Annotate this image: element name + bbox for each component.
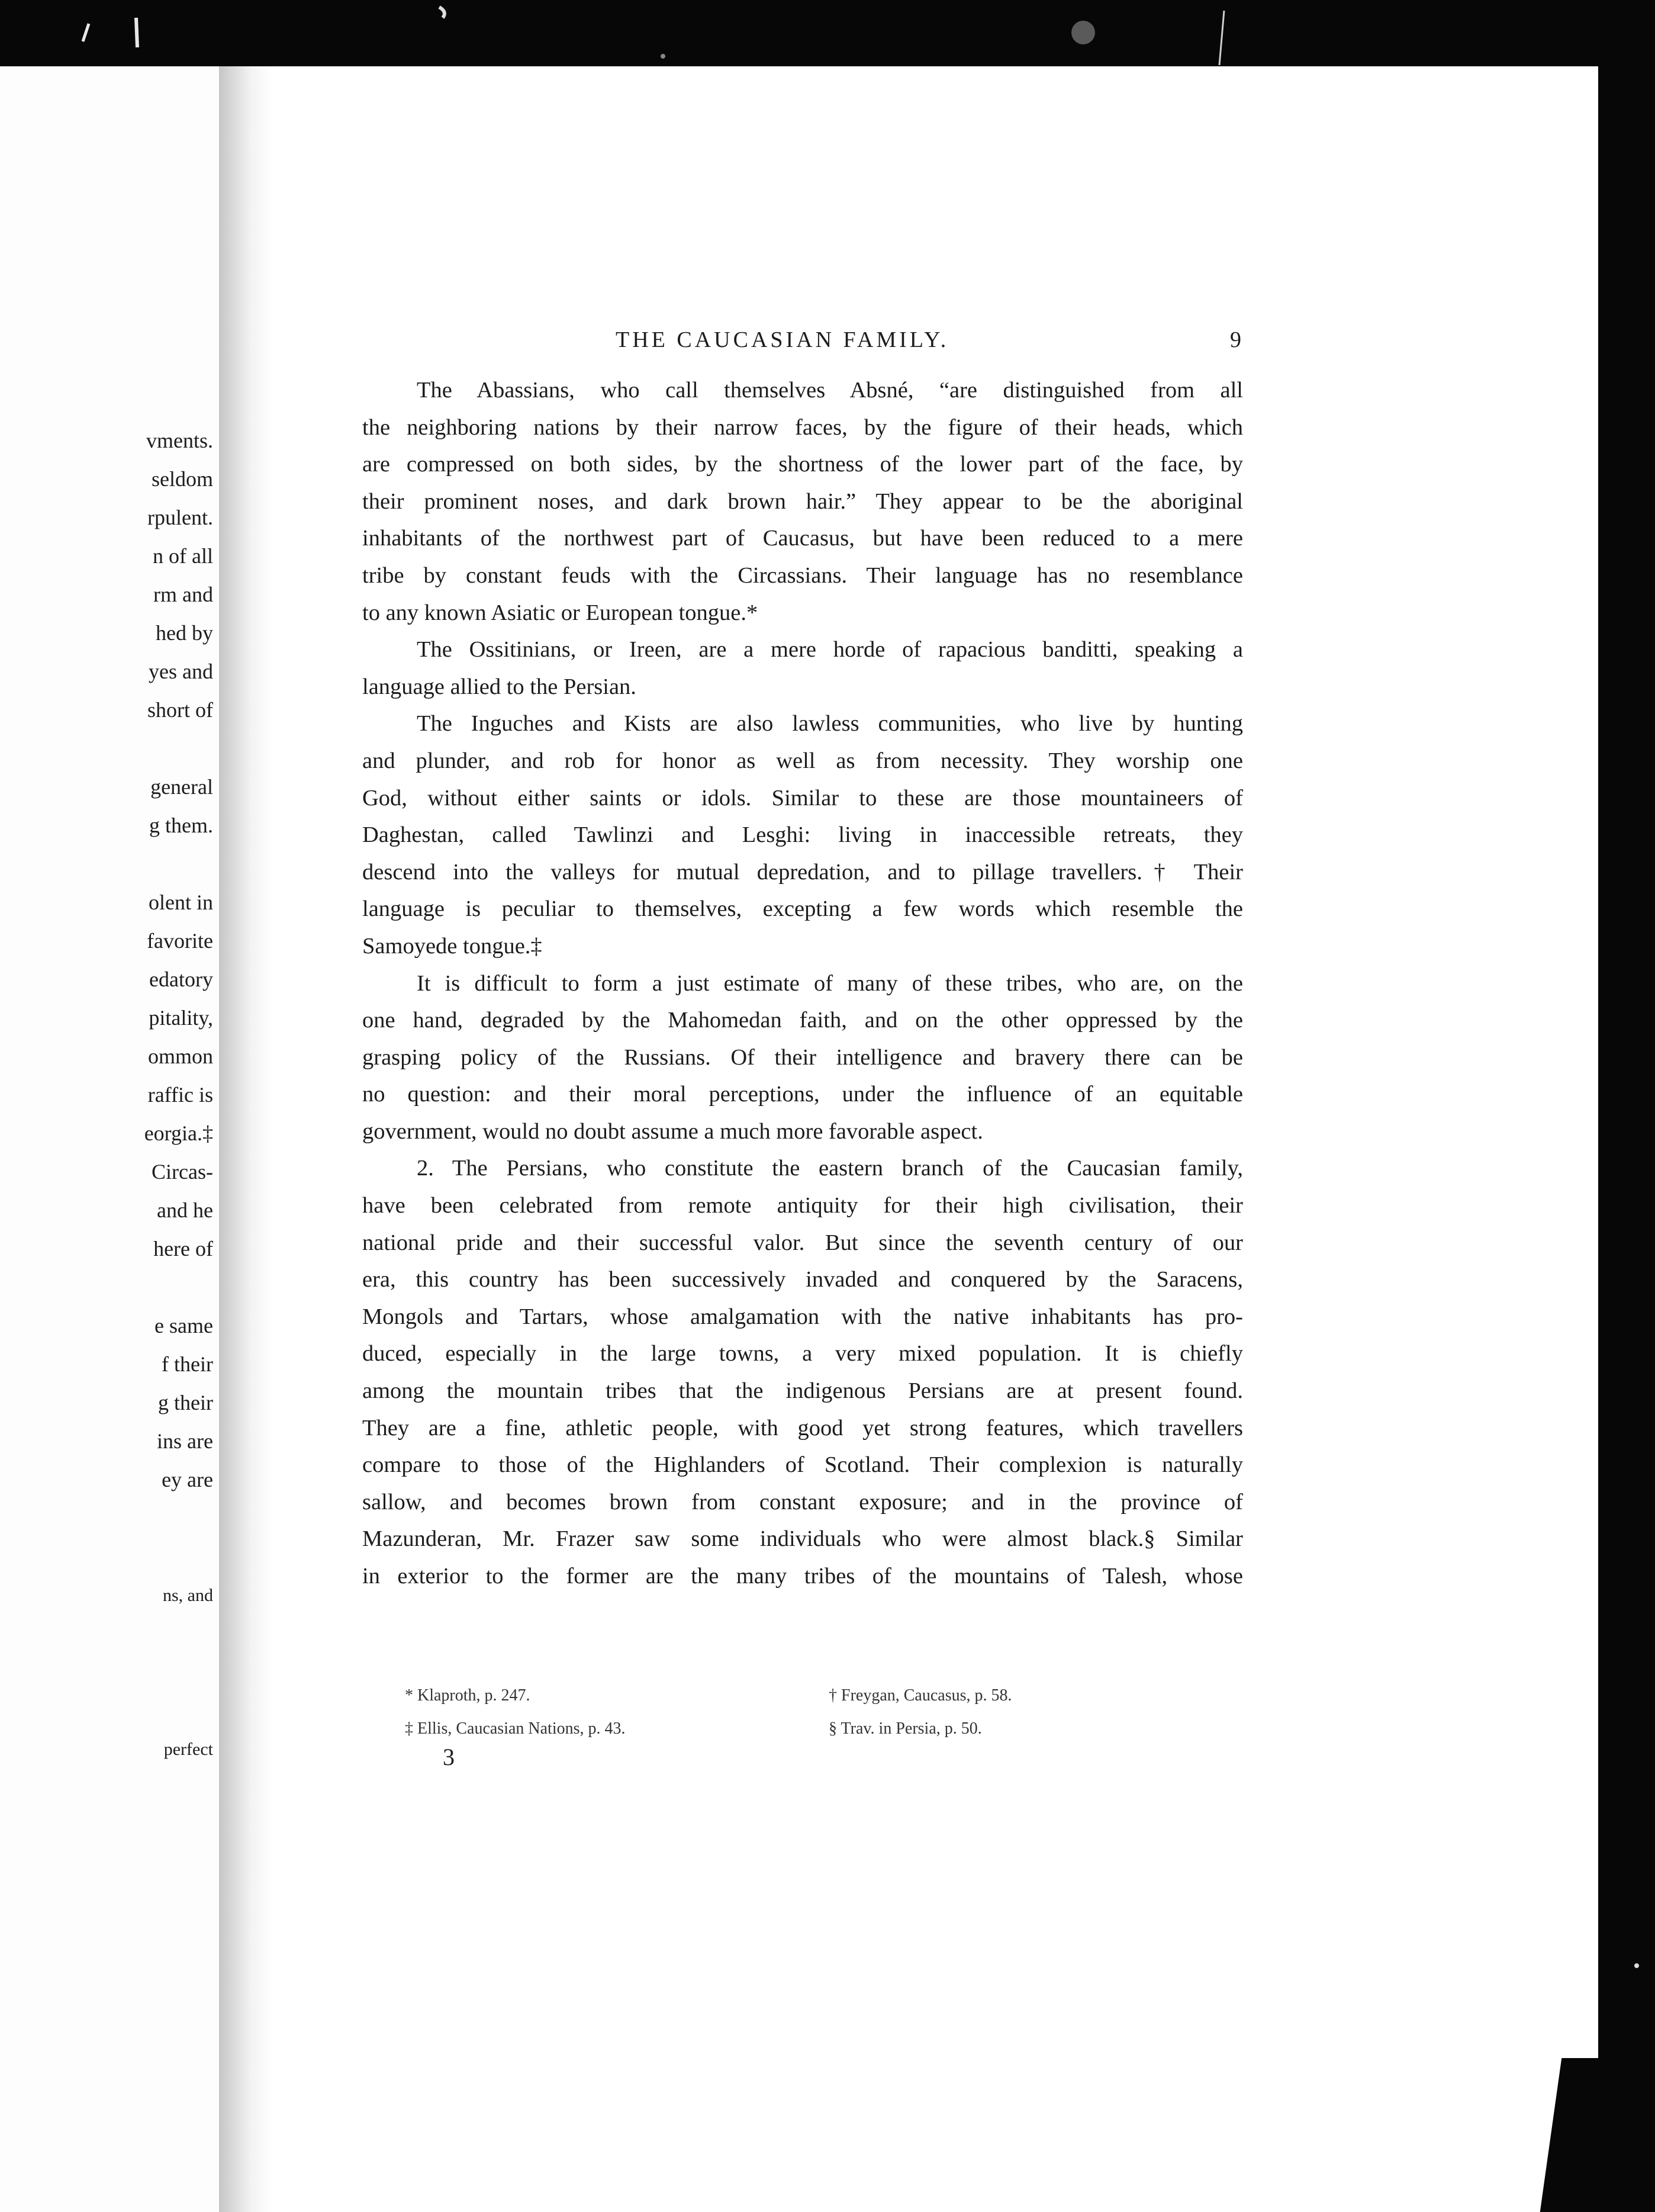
text-line: government, would no doubt assume a much more favorable aspect. [362, 1118, 983, 1144]
left-page-line [144, 845, 213, 883]
text-line: compare to those of the Highlanders of Scotland. Their complexion is naturally [362, 1452, 1243, 1478]
left-page-line: e same [154, 1314, 213, 1338]
text-line: have been celebrated from remote antiquity for their high civilisation, their [362, 1193, 1243, 1218]
signature-mark: 3 [443, 1744, 455, 1770]
running-header: THE CAUCASIAN FAMILY. [616, 327, 949, 352]
footnotes-left [405, 1679, 626, 1745]
left-page-line: vments. [146, 429, 213, 452]
left-page [0, 66, 249, 2212]
footnotes-right [829, 1679, 1012, 1745]
text-line: Mongols and Tartars, whose amalgamation with the native inhabitants has pro- [362, 1304, 1243, 1329]
left-page-line: edatory [149, 967, 213, 991]
text-line: language allied to the Persian. [362, 674, 636, 699]
left-page-line: g their [158, 1391, 213, 1414]
text-line: the neighboring nations by their narrow faces, by the figure of their heads, which [362, 414, 1243, 440]
text-line: Daghestan, called Tawlinzi and Lesghi: living in inaccessible retreats, they [362, 822, 1243, 848]
left-page-line [144, 1499, 213, 1538]
left-page-line: eorgia.‡ [144, 1121, 213, 1145]
text-line: The Inguches and Kists are also lawless communities, who live by hunting [417, 711, 1243, 737]
left-page-line: pitality, [149, 1006, 213, 1030]
left-page-line [144, 1615, 213, 1653]
text-line: national pride and their successful valor. But since the seventh century of our [362, 1230, 1243, 1255]
text-line: their prominent noses, and dark brown hair.” They appear to be the aboriginal [362, 488, 1243, 514]
text-line: and plunder, and rob for honor as well as from necessity. They worship one [362, 748, 1243, 773]
text-line: language is peculiar to themselves, excepting a few words which resemble the [362, 896, 1243, 922]
text-line: one hand, degraded by the Mahomedan faith, and on the other oppressed by the [362, 1008, 1243, 1033]
left-page-line: ommon [147, 1044, 213, 1068]
left-page-line: ey are [162, 1468, 213, 1491]
left-page-text [144, 422, 213, 1769]
body-text [362, 372, 1243, 1595]
footnote: * Klaproth, p. 247. [405, 1686, 530, 1705]
text-line: tribe by constant feuds with the Circassians. Their language has no resemblance [362, 562, 1243, 588]
footnote: † Freygan, Caucasus, p. 58. [829, 1686, 1012, 1705]
text-line: in exterior to the former are the many tribes of the mountains of Talesh, whose [362, 1564, 1243, 1589]
left-page-line [144, 1692, 213, 1730]
text-line: are compressed on both sides, by the shortness of the lower part of the face, by [362, 452, 1243, 477]
text-line: among the mountain tribes that the indigenous Persians are at present found. [362, 1378, 1243, 1404]
text-line: grasping policy of the Russians. Of their intelligence and bravery there can be [362, 1044, 1243, 1070]
right-page-gutter-shadow [219, 66, 272, 2212]
text-line: 2. The Persians, who constitute the eastern branch of the Caucasian family, [417, 1156, 1243, 1181]
left-page-line: here of [153, 1237, 213, 1261]
left-page-line [144, 729, 213, 768]
left-page-line: rm and [153, 583, 213, 606]
footnote: ‡ Ellis, Caucasian Nations, p. 43. [405, 1719, 626, 1738]
left-page-line: f their [162, 1352, 213, 1376]
text-line: The Ossitinians, or Ireen, are a mere horde of rapacious banditti, speaking a [417, 637, 1243, 663]
text-line: God, without either saints or idols. Similar to these are those mountaineers of [362, 785, 1243, 811]
text-line: to any known Asiatic or European tongue.* [362, 600, 758, 625]
text-line: They are a fine, athletic people, with good yet strong features, which travellers [362, 1415, 1243, 1441]
text-line: It is difficult to form a just estimate of many of these tribes, who are, on the [417, 970, 1243, 996]
left-page-line: seldom [152, 467, 213, 491]
left-page-line [144, 1268, 213, 1307]
left-page-line: general [150, 775, 213, 799]
text-line: Mazunderan, Mr. Frazer saw some individuals who were almost black.§ Similar [362, 1526, 1243, 1552]
left-page-line: ins are [157, 1429, 213, 1453]
left-page-line: n of all [153, 544, 213, 568]
left-page-line: and he [157, 1198, 213, 1222]
footnote: § Trav. in Persia, p. 50. [829, 1719, 982, 1738]
left-page-line: hed by [156, 621, 213, 645]
left-page-line: short of [147, 698, 213, 722]
left-page-line: yes and [149, 660, 213, 683]
text-line: Samoyede tongue.‡ [362, 933, 542, 959]
text-line: inhabitants of the northwest part of Caucasus, but have been reduced to a mere [362, 526, 1243, 551]
left-page-line: perfect [163, 1740, 213, 1759]
left-page-line: olent in [149, 890, 213, 914]
text-line: no question: and their moral perceptions, under the influence of an equitable [362, 1082, 1243, 1107]
text-line: era, this country has been successively invaded and conquered by the Saracens, [362, 1267, 1243, 1293]
text-line: duced, especially in the large towns, a very mixed population. It is chiefly [362, 1341, 1243, 1367]
left-page-line: g them. [149, 814, 213, 837]
left-page-line [144, 1538, 213, 1576]
left-page-line [144, 1653, 213, 1692]
text-line: The Abassians, who call themselves Absné, “are distinguished from all [417, 378, 1243, 403]
left-page-line: rpulent. [147, 506, 213, 529]
left-page-line: ns, and [163, 1586, 213, 1605]
page-number: 9 [1230, 327, 1241, 352]
left-page-line: Circas- [152, 1160, 213, 1184]
left-page-line: favorite [147, 929, 213, 953]
left-page-line: raffic is [147, 1083, 213, 1107]
text-line: sallow, and becomes brown from constant exposure; and in the province of [362, 1489, 1243, 1515]
text-line: descend into the valleys for mutual depredation, and to pillage travellers.† Their [362, 859, 1243, 885]
